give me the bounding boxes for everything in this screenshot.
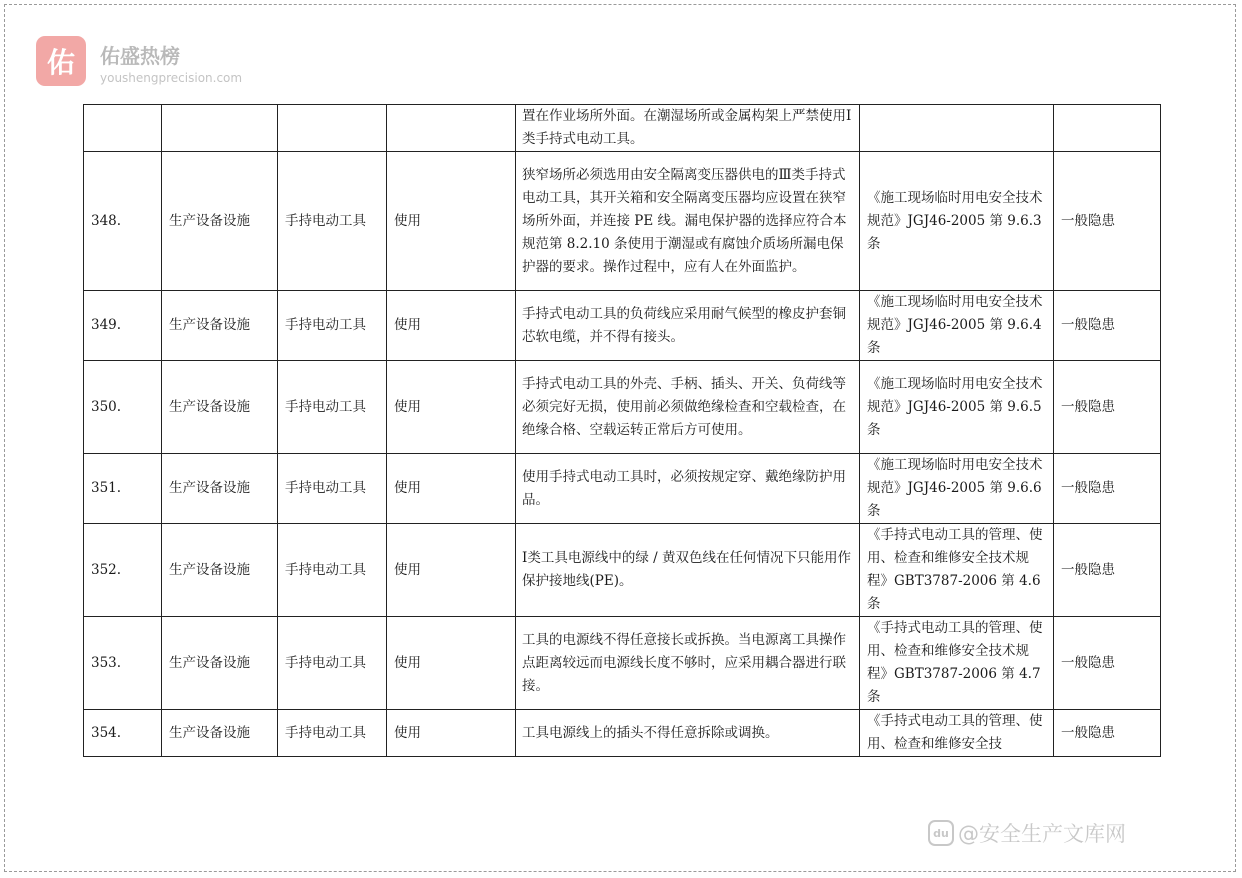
- table-row: [84, 710, 1161, 757]
- watermark: [928, 818, 1126, 848]
- row-stage: 使用: [387, 710, 516, 757]
- row-level: 一般隐患: [1054, 361, 1161, 454]
- table-row: [84, 291, 1161, 361]
- row-basis: 《手持式电动工具的管理、使用、检查和维修安全技术规程》GBT3787-2006 第 4.7 条: [860, 617, 1054, 710]
- row-basis: 《施工现场临时用电安全技术规范》JGJ46-2005 第 9.6.5 条: [860, 361, 1054, 454]
- table-row: [84, 105, 1161, 152]
- row-number: 353.: [84, 617, 162, 710]
- row-category: 生产设备设施: [162, 291, 278, 361]
- row-basis: 《施工现场临时用电安全技术规范》JGJ46-2005 第 9.6.3 条: [860, 152, 1054, 291]
- row-item: 手持电动工具: [278, 454, 387, 524]
- row-requirement: 狭窄场所必须选用由安全隔离变压器供电的Ⅲ类手持式电动工具，其开关箱和安全隔离变压器均应设置在狭窄场所外面，并连接 PE 线。漏电保护器的选择应符合本规范第 8.2.10 条使用于潮湿或有腐蚀介质场所漏电保护器的要求。操作过程中，应有人在外面监护。: [516, 152, 860, 291]
- row-level: 一般隐患: [1054, 152, 1161, 291]
- row-requirement: Ⅰ类工具电源线中的绿 / 黄双色线在任何情况下只能用作保护接地线(PE)。: [516, 524, 860, 617]
- row-requirement: 手持式电动工具的外壳、手柄、插头、开关、负荷线等必须完好无损，使用前必须做绝缘检查和空载检查，在绝缘合格、空载运转正常后方可使用。: [516, 361, 860, 454]
- row-category: 生产设备设施: [162, 524, 278, 617]
- table-row: [84, 454, 1161, 524]
- row-number: 354.: [84, 710, 162, 757]
- row-item: 手持电动工具: [278, 152, 387, 291]
- table-row: [84, 524, 1161, 617]
- row-level: 一般隐患: [1054, 617, 1161, 710]
- watermark-text: @安全生产文库网: [958, 822, 1126, 846]
- row-category: 生产设备设施: [162, 710, 278, 757]
- row-requirement: 工具的电源线不得任意接长或拆换。当电源离工具操作点距离较远而电源线长度不够时，应采用耦合器进行联接。: [516, 617, 860, 710]
- row-category: 生产设备设施: [162, 454, 278, 524]
- row-basis: 《手持式电动工具的管理、使用、检查和维修安全技术规程》GBT3787-2006 第 4.6 条: [860, 524, 1054, 617]
- row-level: 一般隐患: [1054, 291, 1161, 361]
- row-category: 生产设备设施: [162, 617, 278, 710]
- row-category: 生产设备设施: [162, 361, 278, 454]
- paw-logo-icon: du: [928, 820, 954, 846]
- brand-url: youshengprecision.com: [100, 71, 243, 85]
- row-number: 348.: [84, 152, 162, 291]
- row-item: [278, 105, 387, 152]
- row-item: 手持电动工具: [278, 524, 387, 617]
- row-stage: [387, 105, 516, 152]
- row-category: [162, 105, 278, 152]
- row-number: [84, 105, 162, 152]
- table-row: [84, 152, 1161, 291]
- row-basis: [860, 105, 1054, 152]
- row-stage: 使用: [387, 617, 516, 710]
- row-requirement: 置在作业场所外面。在潮湿场所或金属构架上严禁使用Ⅰ类手持式电动工具。: [516, 105, 860, 152]
- table-row: [84, 361, 1161, 454]
- row-item: 手持电动工具: [278, 291, 387, 361]
- row-level: [1054, 105, 1161, 152]
- row-number: 349.: [84, 291, 162, 361]
- brand-logo-icon: 佑: [36, 36, 86, 86]
- row-stage: 使用: [387, 291, 516, 361]
- table-row: [84, 617, 1161, 710]
- row-stage: 使用: [387, 524, 516, 617]
- row-item: 手持电动工具: [278, 710, 387, 757]
- row-level: 一般隐患: [1054, 710, 1161, 757]
- row-stage: 使用: [387, 152, 516, 291]
- row-category: 生产设备设施: [162, 152, 278, 291]
- row-stage: 使用: [387, 454, 516, 524]
- row-requirement: 手持式电动工具的负荷线应采用耐气候型的橡皮护套铜芯软电缆，并不得有接头。: [516, 291, 860, 361]
- row-basis: 《施工现场临时用电安全技术规范》JGJ46-2005 第 9.6.4 条: [860, 291, 1054, 361]
- row-level: 一般隐患: [1054, 454, 1161, 524]
- brand-name: 佑盛热榜: [100, 44, 180, 68]
- row-item: 手持电动工具: [278, 361, 387, 454]
- row-number: 351.: [84, 454, 162, 524]
- row-basis: 《施工现场临时用电安全技术规范》JGJ46-2005 第 9.6.6 条: [860, 454, 1054, 524]
- hazard-table: [83, 104, 1161, 757]
- row-requirement: 工具电源线上的插头不得任意拆除或调换。: [516, 710, 860, 757]
- row-level: 一般隐患: [1054, 524, 1161, 617]
- row-number: 352.: [84, 524, 162, 617]
- row-basis: 《手持式电动工具的管理、使用、检查和维修安全技: [860, 710, 1054, 757]
- row-requirement: 使用手持式电动工具时，必须按规定穿、戴绝缘防护用品。: [516, 454, 860, 524]
- row-number: 350.: [84, 361, 162, 454]
- row-stage: 使用: [387, 361, 516, 454]
- row-item: 手持电动工具: [278, 617, 387, 710]
